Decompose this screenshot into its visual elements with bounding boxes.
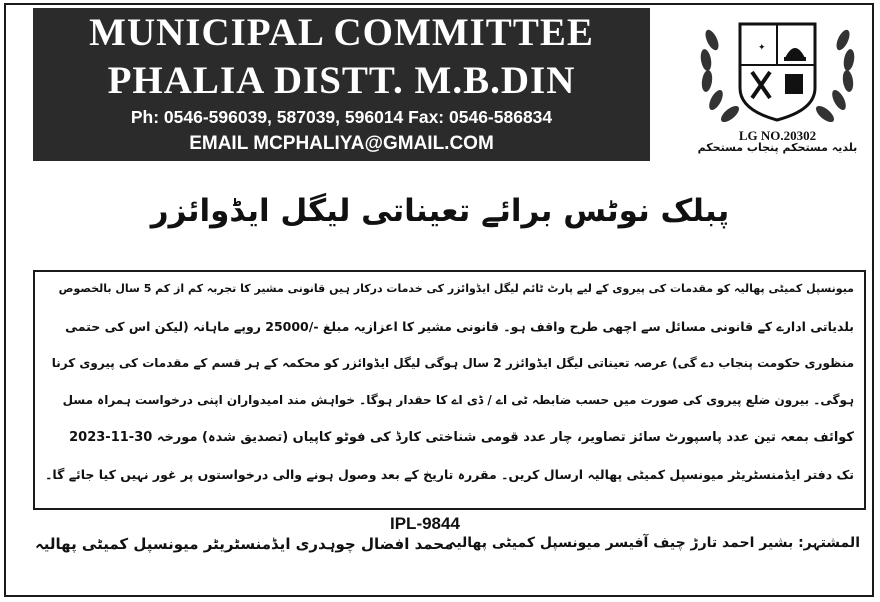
body-line-4: ہوگی۔ بیرون ضلع پیروی کی صورت میں حسب ضابطہ ٹی اے / ڈی اے کا حقدار ہوگا۔ خواہش مند امیدواران اپنی درخواست ہمراہ مسل (62, 393, 854, 407)
footer-advertiser: المشتہر: بشیر احمد تارڑ چیف آفیسر میونسپل کمیٹی پھالیہ (448, 535, 860, 551)
header-band (33, 8, 650, 161)
title-line-2: PHALIA DISTT. M.B.DIN (107, 59, 576, 102)
ipl-number: IPL-9844 (390, 514, 460, 533)
body-line-6: تک دفتر ایڈمنسٹریٹر میونسپل کمیٹی پھالیہ ارسال کریں۔ مقررہ تاریخ کے بعد وصول ہونے والی درخواستوں پر غور نہیں کیا جائے گا۔ (45, 467, 854, 482)
committee-logo (690, 10, 865, 160)
phone-line: Ph: 0546-596039, 587039, 596014 Fax: 0546-586834 (130, 107, 553, 127)
body-line-5: کوائف بمعہ تین عدد پاسپورٹ سائز تصاویر، چار عدد قومی شناختی کارڈ کی فوٹو کاپیاں (تصدیق شدہ) مورخہ 30-11-2023 (69, 430, 854, 445)
body-line-2: بلدیاتی ادارے کے قانونی مسائل سے اچھی طرح واقف ہو۔ قانونی مشیر کا اعزازیہ مبلغ -/25000 روپے ماہانہ (لیکن اس کی حتمی (65, 319, 854, 334)
lg-number: LG NO.20302 (738, 128, 817, 143)
body-line-3: منظوری حکومت پنجاب دے گی) عرصہ تعیناتی لیگل ایڈوائزر 2 سال ہوگی لیگل ایڈوائزر کو محکمہ کے ہر قسم کے مقدمات کی پیروی کرنا (51, 356, 854, 370)
footer-administrator: محمد افضال چوہدری ایڈمنسٹریٹر میونسپل کمیٹی پھالیہ (35, 535, 454, 553)
svg-text:✦: ✦ (758, 43, 766, 53)
title-line-1: MUNICIPAL COMMITTEE (89, 11, 594, 54)
notice-body (33, 270, 866, 510)
body-line-1: میونسپل کمیٹی پھالیہ کو مقدمات کی پیروی کے لیے پارٹ ٹائم لیگل ایڈوائزر کی خدمات درکار ہیں قانونی مشیر کا تجربہ کم از کم 5 سال بالخصوص (58, 282, 854, 295)
notice-banner: پبلک نوٹس برائے تعیناتی لیگل ایڈوائزر (150, 193, 730, 229)
logo-motto: بلدیہ مستحکم پنجاب مستحکم (697, 141, 858, 154)
emblem-icon (690, 10, 865, 130)
email-line: EMAIL MCPHALIYA@GMAIL.COM (189, 133, 494, 154)
